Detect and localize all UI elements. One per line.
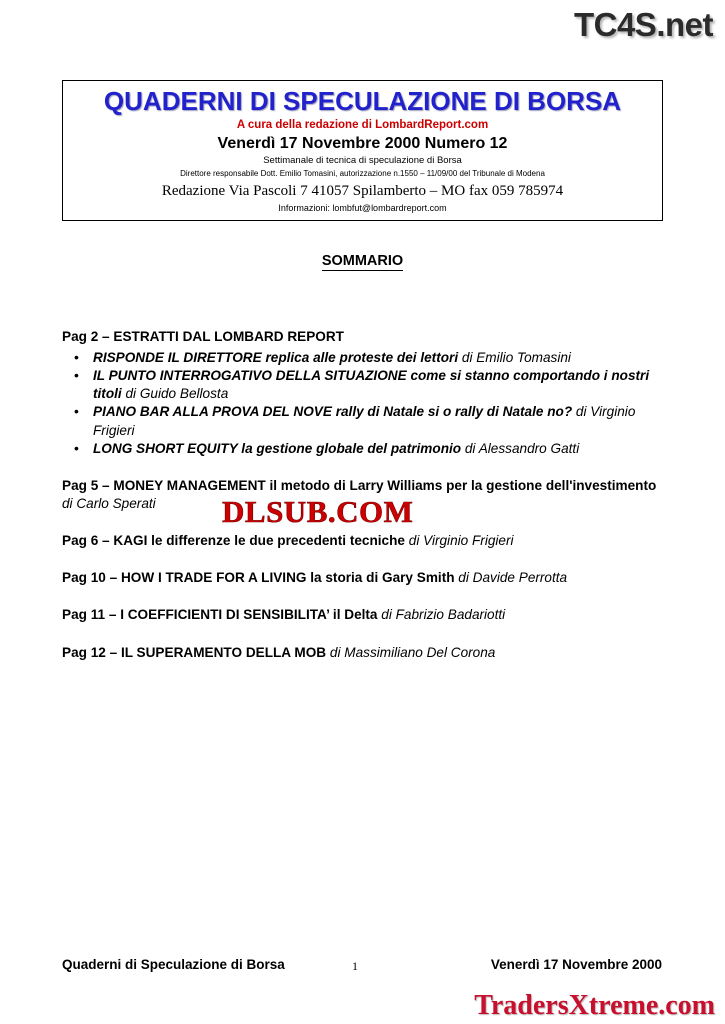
publication-editor-line: A cura della redazione di LombardReport.com [236, 118, 489, 131]
contact-info-line: Informazioni: lombfut@lombardreport.com [278, 202, 447, 213]
watermark-bottom-right: TradersXtreme.com [474, 990, 715, 1021]
issue-line: Venerdì 17 Novembre 2000 Numero 12 [217, 134, 508, 152]
article-author: di Guido Bellosta [121, 386, 229, 402]
section-heading-pag2: Pag 2 – ESTRATTI DAL LOMBARD REPORT [62, 329, 344, 344]
entry-author: di Fabrizio Badariotti [377, 607, 506, 623]
toc-entry-pag10 [62, 569, 662, 587]
list-item [62, 440, 662, 458]
list-item [62, 367, 662, 403]
sommario-heading-text: SOMMARIO [321, 253, 404, 269]
article-title: IL PUNTO INTERROGATIVO DELLA SITUAZIONE come si stanno comportando i nostri titoli [93, 368, 650, 402]
footer-left-text: Quaderni di Speculazione di Borsa [62, 957, 285, 972]
address-line: Redazione Via Pascoli 7 41057 Spilamberto – MO fax 059 785974 [161, 182, 564, 199]
article-author: di Virginio Frigieri [93, 404, 636, 438]
periodicity-line: Settimanale di tecnica di speculazione di Borsa [263, 154, 462, 166]
watermark-center: DLSUB.COM [222, 494, 414, 529]
publication-title: QUADERNI DI SPECULAZIONE DI BORSA [103, 86, 622, 116]
article-author: di Alessandro Gatti [461, 440, 580, 456]
entry-author: di Virginio Frigieri [404, 533, 514, 549]
entry-title: Pag 6 – KAGI le differenze le due precedenti tecniche [62, 533, 405, 549]
list-item [62, 403, 662, 439]
legal-notice-line: Direttore responsabile Dott. Emilio Tomasini, autorizzazione n.1550 – 11/09/00 del Tribunale di Modena [180, 168, 545, 178]
footer-right-text: Venerdì 17 Novembre 2000 [490, 957, 662, 972]
entry-title: Pag 11 – I COEFFICIENTI DI SENSIBILITA’ il Delta [62, 607, 378, 623]
entry-title: Pag 10 – HOW I TRADE FOR A LIVING la storia di Gary Smith [62, 570, 455, 586]
entry-author: di Carlo Sperati [62, 495, 156, 511]
article-author: di Emilio Tomasini [458, 350, 571, 366]
footer-page-number: 1 [352, 959, 358, 973]
entry-title: Pag 5 – MONEY MANAGEMENT il metodo di Larry Williams per la gestione dell'investimento [62, 477, 657, 493]
list-item [62, 349, 662, 367]
toc-entry-pag6 [62, 532, 662, 550]
article-title: LONG SHORT EQUITY la gestione globale del patrimonio [93, 440, 462, 456]
watermark-top-right: TC4S.net [573, 6, 713, 43]
entry-author: di Massimiliano Del Corona [326, 644, 496, 660]
sommario-heading [0, 253, 725, 269]
masthead-box [62, 80, 663, 221]
article-title: RISPONDE IL DIRETTORE replica alle proteste dei lettori [93, 350, 459, 366]
entry-title: Pag 12 – IL SUPERAMENTO DELLA MOB [62, 644, 327, 660]
toc-entry-pag12 [62, 644, 662, 662]
entry-author: di Davide Perrotta [454, 570, 568, 586]
article-title: PIANO BAR ALLA PROVA DEL NOVE rally di Natale si o rally di Natale no? [93, 404, 573, 420]
bullet-list [62, 349, 662, 457]
toc-entry-pag11 [62, 606, 662, 624]
